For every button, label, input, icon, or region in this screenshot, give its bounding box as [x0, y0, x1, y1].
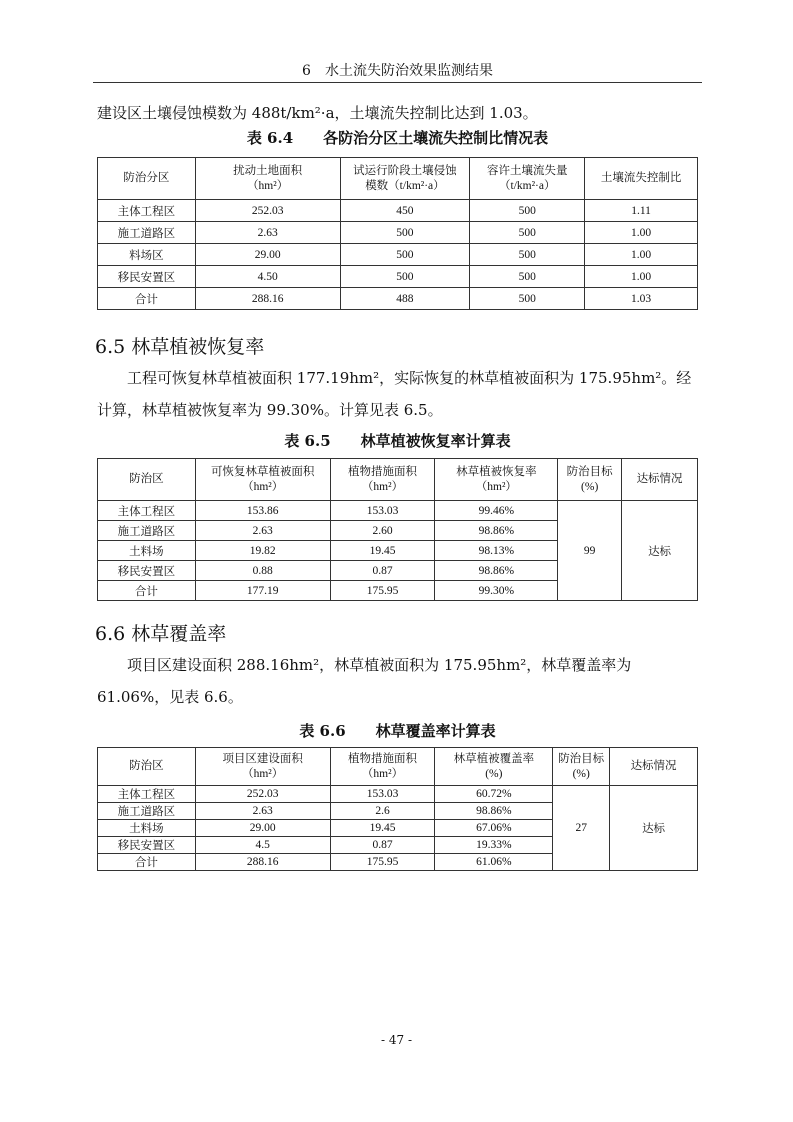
table-cell: 0.87	[330, 837, 435, 854]
table-cell: 488	[340, 288, 470, 310]
table-cell: 移民安置区	[98, 561, 196, 581]
table-cell: 2.63	[195, 521, 330, 541]
header-row	[98, 158, 698, 200]
table-cell: 合计	[98, 581, 196, 601]
column-header: 植物措施面积 （hm²）	[330, 459, 435, 501]
table-cell: 29.00	[195, 244, 340, 266]
table-row	[98, 786, 698, 803]
table-cell: 177.19	[195, 581, 330, 601]
table-cell: 61.06%	[435, 854, 553, 871]
header-row	[98, 459, 698, 501]
table-6-4-caption: 表 6.4 各防治分区土壤流失控制比情况表	[246, 129, 549, 147]
column-header: 土壤流失控制比	[585, 158, 698, 200]
table-row	[98, 288, 698, 310]
table-cell: 500	[470, 266, 585, 288]
table-row	[98, 244, 698, 266]
table-cell: 98.13%	[435, 541, 558, 561]
table-cell: 175.95	[330, 854, 435, 871]
table-cell: 1.11	[585, 200, 698, 222]
table-cell: 29.00	[195, 820, 330, 837]
table-cell: 施工道路区	[98, 803, 196, 820]
table-cell: 2.6	[330, 803, 435, 820]
table-cell: 1.00	[585, 244, 698, 266]
table-cell: 2.60	[330, 521, 435, 541]
table-cell: 500	[470, 288, 585, 310]
column-header: 防治区	[98, 459, 196, 501]
table-cell: 98.86%	[435, 521, 558, 541]
table-row	[98, 501, 698, 521]
table-cell: 99.46%	[435, 501, 558, 521]
table-cell: 1.03	[585, 288, 698, 310]
table-cell: 土料场	[98, 820, 196, 837]
table-6-5-caption: 表 6.5 林草植被恢复率计算表	[284, 432, 511, 450]
table-cell: 500	[470, 222, 585, 244]
table-cell: 153.03	[330, 501, 435, 521]
section-6-6-title: 6.6 林草覆盖率	[95, 623, 227, 645]
table-row	[98, 266, 698, 288]
table-row	[98, 200, 698, 222]
table-cell: 19.82	[195, 541, 330, 561]
header-row	[98, 748, 698, 786]
table-cell: 0.88	[195, 561, 330, 581]
running-header: 6 水土流失防治效果监测结果	[302, 63, 493, 79]
column-header: 可恢复林草植被面积 （hm²）	[195, 459, 330, 501]
column-header: 扰动土地面积 （hm²）	[195, 158, 340, 200]
column-header: 林草植被恢复率 （hm²）	[435, 459, 558, 501]
column-header: 防治目标 (%)	[553, 748, 610, 786]
table-cell: 500	[340, 266, 470, 288]
table-cell: 移民安置区	[98, 266, 196, 288]
header-divider	[93, 82, 702, 83]
section-6-6-paragraph: 项目区建设面积 288.16hm²，林草植被面积为 175.95hm²，林草覆盖率为 61.06%，见表 6.6。	[97, 656, 632, 706]
target-cell: 99	[558, 501, 622, 601]
table-cell: 移民安置区	[98, 837, 196, 854]
table-cell: 施工道路区	[98, 521, 196, 541]
table-cell: 252.03	[195, 786, 330, 803]
table-cell: 19.45	[330, 820, 435, 837]
table-cell: 合计	[98, 854, 196, 871]
column-header: 试运行阶段土壤侵蚀 模数（t/km²·a）	[340, 158, 470, 200]
column-header: 防治分区	[98, 158, 196, 200]
column-header: 林草植被覆盖率 (%)	[435, 748, 553, 786]
status-cell: 达标	[622, 501, 698, 601]
table-cell: 主体工程区	[98, 501, 196, 521]
table-cell: 施工道路区	[98, 222, 196, 244]
column-header: 容许土壤流失量 （t/km²·a）	[470, 158, 585, 200]
table-cell: 1.00	[585, 266, 698, 288]
column-header: 植物措施面积 （hm²）	[330, 748, 435, 786]
table-cell: 500	[470, 244, 585, 266]
table-cell: 500	[340, 222, 470, 244]
table-cell: 2.63	[195, 803, 330, 820]
table-cell: 500	[470, 200, 585, 222]
table-cell: 98.86%	[435, 803, 553, 820]
table-cell: 500	[340, 244, 470, 266]
page-number: - 47 -	[380, 1033, 412, 1047]
table-cell: 合计	[98, 288, 196, 310]
table-cell: 450	[340, 200, 470, 222]
table-cell: 153.03	[330, 786, 435, 803]
table-6-6-caption: 表 6.6 林草覆盖率计算表	[299, 722, 496, 740]
column-header: 防治目标 (%)	[558, 459, 622, 501]
table-cell: 主体工程区	[98, 786, 196, 803]
column-header: 防治区	[98, 748, 196, 786]
table-cell: 19.33%	[435, 837, 553, 854]
table-cell: 60.72%	[435, 786, 553, 803]
table-cell: 288.16	[195, 854, 330, 871]
table-cell: 98.86%	[435, 561, 558, 581]
table-cell: 67.06%	[435, 820, 553, 837]
column-header: 项目区建设面积 （hm²）	[195, 748, 330, 786]
table-cell: 1.00	[585, 222, 698, 244]
status-cell: 达标	[610, 786, 698, 871]
section-6-5-paragraph: 工程可恢复林草植被面积 177.19hm²，实际恢复的林草植被面积为 175.95hm²。经计算，林草植被恢复率为 99.30%。计算见表 6.5。	[97, 369, 692, 419]
table-cell: 175.95	[330, 581, 435, 601]
column-header: 达标情况	[610, 748, 698, 786]
table-6-5	[97, 458, 698, 601]
table-cell: 19.45	[330, 541, 435, 561]
column-header: 达标情况	[622, 459, 698, 501]
table-cell: 288.16	[195, 288, 340, 310]
table-cell: 153.86	[195, 501, 330, 521]
table-cell: 料场区	[98, 244, 196, 266]
target-cell: 27	[553, 786, 610, 871]
table-cell: 4.50	[195, 266, 340, 288]
table-cell: 主体工程区	[98, 200, 196, 222]
table-cell: 4.5	[195, 837, 330, 854]
table-6-6	[97, 747, 698, 871]
table-cell: 0.87	[330, 561, 435, 581]
table-row	[98, 222, 698, 244]
table-cell: 土料场	[98, 541, 196, 561]
table-cell: 2.63	[195, 222, 340, 244]
table-cell: 252.03	[195, 200, 340, 222]
table-cell: 99.30%	[435, 581, 558, 601]
intro-text: 建设区土壤侵蚀模数为 488t/km²·a，土壤流失控制比达到 1.03。	[97, 104, 538, 122]
section-6-5-title: 6.5 林草植被恢复率	[95, 336, 265, 358]
table-6-4	[97, 157, 698, 310]
